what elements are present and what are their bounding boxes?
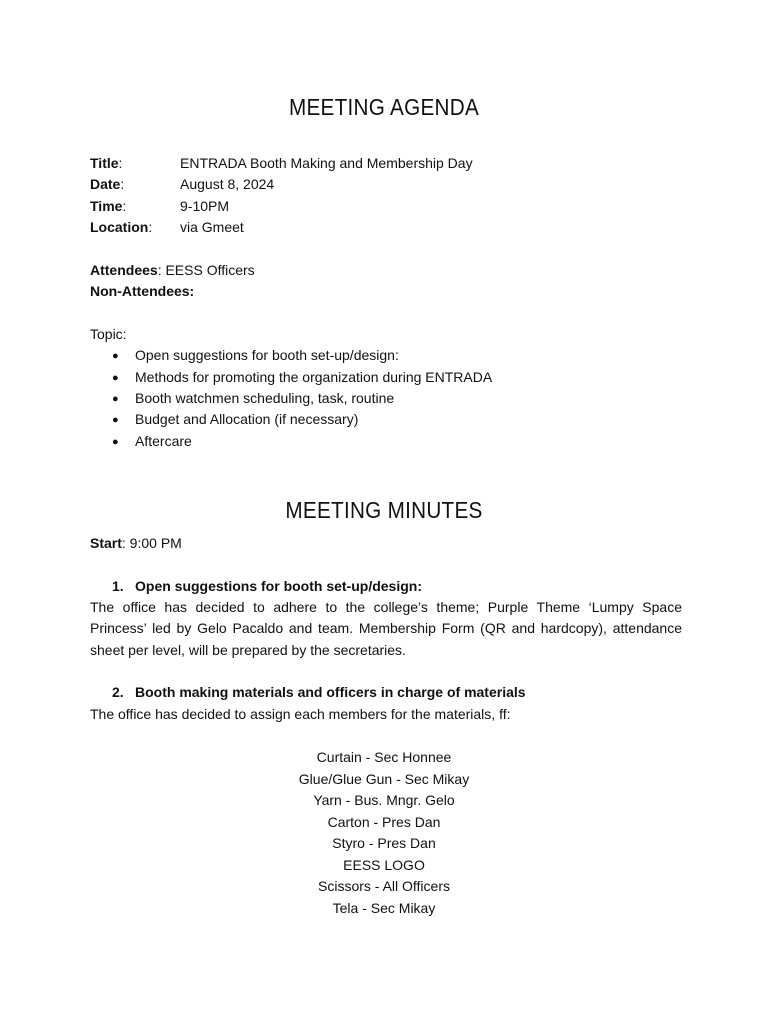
minutes-item-body: The office has decided to adhere to the college’s theme; Purple Theme ‘Lumpy Space Princess’ led by Gelo Pacaldo and team. Membership Form (QR and hardcopy), attendance sheet per level, will be prepared by the secretaries.: [90, 599, 682, 658]
list-item: Glue/Glue Gun - Sec Mikay: [298, 770, 470, 787]
title-label: Title: [90, 155, 119, 171]
time-value: 9-10PM: [180, 198, 230, 214]
attendees-label: Attendees: [90, 262, 158, 278]
bullet-icon: ●: [112, 436, 119, 448]
start-label: Start: [90, 535, 122, 551]
start-value: : 9:00 PM: [121, 535, 182, 551]
list-item: Yarn - Bus. Mngr. Gelo: [313, 792, 455, 808]
minutes-heading: MEETING MINUTES: [285, 497, 483, 523]
list-item: ● Methods for promoting the organization during ENTRADA: [112, 367, 492, 389]
location-label: Location: [90, 219, 149, 235]
list-item: ● Budget and Allocation (if necessary): [112, 409, 358, 431]
date-row: Date: August 8, 2024: [90, 176, 275, 192]
list-item: Carton - Pres Dan: [327, 813, 441, 830]
list-item: Styro - Pres Dan: [332, 835, 436, 851]
date-value: August 8, 2024: [180, 176, 275, 192]
time-label: Time: [90, 198, 123, 214]
list-item: Curtain - Sec Honnee: [316, 749, 452, 765]
non-attendees-row: [90, 281, 194, 302]
minutes-item-title: 1. Open suggestions for booth set-up/design:: [112, 578, 422, 594]
list-item: Scissors - All Officers: [318, 878, 450, 894]
title-row: Title: ENTRADA Booth Making and Membership Day: [90, 155, 473, 171]
non-attendees-label: Non-Attendees:: [90, 283, 195, 299]
start-row: [90, 533, 182, 554]
bullet-icon: ●: [112, 414, 119, 426]
location-row: Location: via Gmeet: [90, 219, 244, 235]
bullet-icon: ●: [112, 372, 119, 384]
list-item: EESS LOGO: [343, 856, 425, 873]
attendees-row: [90, 260, 255, 281]
attendees-value: : EESS Officers: [157, 262, 255, 278]
bullet-icon: ●: [112, 350, 119, 362]
minutes-item-body: The office has decided to assign each members for the materials, ff:: [90, 706, 511, 722]
date-label: Date: [90, 176, 121, 192]
agenda-heading: MEETING AGENDA: [288, 94, 480, 120]
bullet-icon: ●: [112, 393, 119, 405]
title-value: ENTRADA Booth Making and Membership Day: [180, 155, 473, 171]
minutes-item-title: 2. Booth making materials and officers in charge of materials: [112, 684, 526, 700]
list-item: ● Booth watchmen scheduling, task, routine: [112, 388, 394, 410]
list-item: Tela - Sec Mikay: [332, 899, 436, 916]
list-item: ● Aftercare: [112, 431, 192, 453]
list-item: ● Open suggestions for booth set-up/design:: [112, 345, 399, 367]
time-row: Time: 9-10PM: [90, 198, 230, 214]
materials-list: [0, 747, 768, 919]
location-value: via Gmeet: [180, 219, 244, 235]
topic-label: Topic:: [90, 326, 127, 342]
